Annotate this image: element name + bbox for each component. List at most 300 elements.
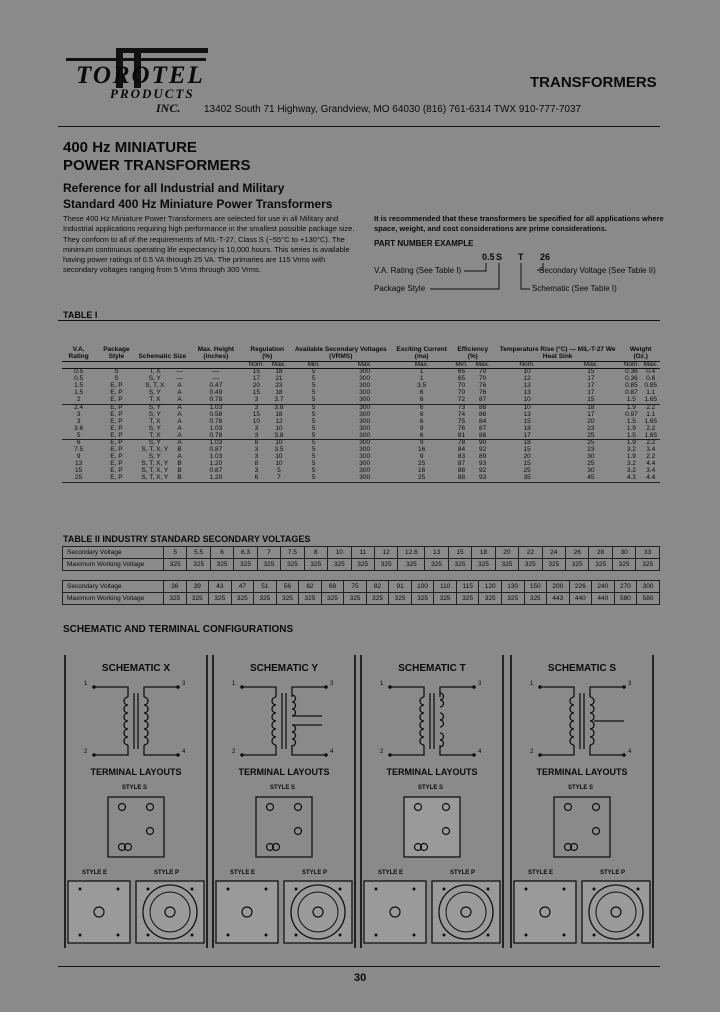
table-cell: 12 (523, 375, 531, 383)
table-cell: 70 (479, 375, 487, 383)
table-cell: 3 (76, 417, 81, 425)
table-cell: 0.97 (625, 410, 638, 418)
table2-cell: 325 (366, 593, 389, 605)
table-cell: — (176, 375, 183, 383)
subheader-cell: Max. (641, 361, 660, 369)
table-row (62, 475, 660, 482)
table2-cell: 325 (425, 559, 448, 571)
subheader-cell: Nom. (621, 361, 641, 369)
subtitle-line-1: Reference for all Industrial and Military (63, 181, 285, 195)
pin-number: 4 (478, 749, 482, 755)
table-cell: 0.5 (74, 368, 84, 376)
table2-cell: 12.6 (398, 547, 425, 559)
table-cell: 0.5 (74, 375, 84, 383)
pin-number: 3 (628, 681, 632, 687)
style-s-label: STYLE S (270, 785, 296, 791)
table-cell: 84 (457, 446, 466, 454)
table-cell: 18 (523, 424, 531, 432)
table-cell: S, T, X, Y (138, 475, 173, 482)
subheader-cell: Max. (471, 361, 493, 369)
table2-cell: 325 (164, 559, 187, 571)
style-p-label: STYLE P (600, 870, 626, 876)
table-cell: E, P (110, 403, 123, 411)
table2-cell: 443 (547, 593, 570, 605)
table-cell: S, T, X, Y (141, 467, 169, 475)
table2-cell: 5 (164, 547, 187, 559)
table2-continued (62, 580, 660, 605)
table-cell: 76 (479, 389, 487, 397)
table-cell: 1.9 (626, 424, 636, 432)
table-cell: 5 (311, 460, 316, 468)
table-cell: 0.78 (209, 417, 223, 425)
terminal-layouts-label: TERMINAL LAYOUTS (90, 767, 182, 777)
table2-cell: 7.5 (281, 547, 304, 559)
table-cell: 25 (392, 475, 452, 482)
table-cell: S, Y (148, 453, 161, 461)
table-cell: 300 (359, 453, 371, 461)
table2-cell: 15 (448, 547, 471, 559)
table2-row (63, 593, 660, 605)
table-cell: 1.65 (641, 397, 660, 404)
table-cell: 8 (254, 439, 259, 447)
col-schematic: Schematic (138, 323, 173, 361)
table-cell: 25 (587, 439, 595, 447)
pin-number: 3 (182, 681, 186, 687)
table2-cell: 24 (542, 547, 565, 559)
table-cell: 6 (245, 475, 269, 482)
table-cell: 1.5 (621, 433, 641, 440)
section-title: TRANSFORMERS (530, 74, 657, 91)
table-cell: E, P (95, 475, 137, 482)
table-cell: A (177, 453, 182, 461)
col-va: V.A. Rating (62, 323, 95, 361)
table2-cell: 325 (524, 593, 547, 605)
table-cell: 300 (359, 410, 371, 418)
table-cell: 25 (62, 475, 95, 482)
schematic-name: SCHEMATIC X (101, 663, 171, 674)
table2-cell: 75 (344, 581, 367, 593)
table2-cell: 20 (495, 547, 518, 559)
table2-row (63, 581, 660, 593)
table2-cell: 26 (566, 547, 589, 559)
style-e-label: STYLE E (528, 870, 554, 876)
part-number-label: PART NUMBER EXAMPLE (374, 239, 474, 248)
table2-cell: 30 (612, 547, 635, 559)
table2-cell: 43 (209, 581, 232, 593)
pn-code-va: 0.5 (482, 252, 495, 262)
table2-cell: 115 (456, 581, 479, 593)
pn-schematic-label: Schematic (See Table I) (532, 284, 617, 293)
table-cell: 0.87 (625, 389, 638, 397)
terminal-layouts-label: TERMINAL LAYOUTS (386, 767, 478, 777)
table-cell: 1.20 (209, 460, 223, 468)
table-cell: 1 (419, 368, 424, 376)
table-cell: 16 (418, 467, 426, 475)
table-cell: 1 (419, 375, 424, 383)
table-cell: 6 (419, 417, 424, 425)
table-cell: 30 (587, 467, 595, 475)
table-cell: 18 (275, 410, 283, 418)
table-cell: 23 (275, 382, 283, 390)
pn-code-schematic: T (518, 252, 524, 262)
table-cell: B (177, 467, 182, 475)
table-cell: 17 (587, 375, 595, 383)
table-cell: 300 (338, 475, 392, 482)
table-cell: 20 (523, 453, 531, 461)
table-cell: 3 (254, 467, 259, 475)
table2-cell: 11 (351, 547, 374, 559)
table-cell: 78 (457, 439, 466, 447)
table-cell: 93 (471, 475, 493, 482)
table2-cell: 12 (374, 547, 397, 559)
table-cell: 6 (392, 433, 452, 440)
table-cell: 73 (457, 403, 466, 411)
table-cell: A (177, 424, 182, 432)
table-cell: 88 (471, 433, 493, 440)
table2-cell: 325 (328, 559, 351, 571)
table2-cell: 8 (304, 547, 327, 559)
table-cell: 20 (587, 417, 595, 425)
table2-cell: 28 (589, 547, 612, 559)
subheader-cell: Max. (392, 361, 452, 369)
table2-cell: 580 (614, 593, 637, 605)
table-cell: 0.36 (625, 375, 638, 383)
table2-cell: 240 (592, 581, 615, 593)
table-cell: 45 (560, 475, 621, 482)
transformer-symbol (362, 675, 502, 775)
table2-row (63, 559, 660, 571)
table-cell: 300 (359, 439, 371, 447)
table-cell: 15 (523, 460, 531, 468)
table-cell: B (177, 460, 182, 468)
table2-cell: 325 (456, 593, 479, 605)
table-cell: 0.49 (209, 389, 223, 397)
pin-number: 2 (380, 749, 384, 755)
table2-cell: 6 (210, 547, 233, 559)
table-cell: S, T, X, Y (141, 460, 169, 468)
transformer-symbol (512, 675, 652, 775)
subheader-cell: Nom. (494, 361, 560, 369)
table1-rule (58, 320, 660, 321)
table-cell: 10 (275, 424, 283, 432)
table-cell: 87 (479, 424, 487, 432)
table2-cell: 36 (164, 581, 187, 593)
subheader-cell: Nom. (245, 361, 269, 369)
table-cell: 1.5 (74, 382, 84, 390)
table2-cell: 325 (566, 559, 589, 571)
table-cell: 5 (311, 439, 316, 447)
table-cell: E, P (110, 446, 123, 454)
table-cell: 5 (311, 368, 316, 376)
table-cell: 15 (523, 446, 531, 454)
table-cell: S, T, X, Y (141, 446, 169, 454)
table-cell: 9 (419, 453, 424, 461)
style-e-label: STYLE E (230, 870, 256, 876)
table-cell: 0.87 (209, 446, 223, 454)
subtitle-line-2: Standard 400 Hz Miniature Power Transformers (63, 197, 333, 211)
table-cell: 300 (359, 382, 371, 390)
pn-code-voltage: 26 (540, 252, 551, 262)
table-cell: 4.3 (621, 475, 641, 482)
table-cell: 1.03 (209, 403, 223, 411)
table-cell: 5 (311, 403, 316, 411)
pin-number: 1 (530, 681, 534, 687)
terminal-layouts-label: TERMINAL LAYOUTS (536, 767, 628, 777)
table-cell: B (172, 475, 187, 482)
table-cell: E, P (110, 417, 123, 425)
table-cell: 1.1 (646, 389, 656, 397)
table-cell: 17 (252, 375, 260, 383)
table-cell: E, P (95, 433, 137, 440)
subheader-cell: Min. (452, 361, 472, 369)
table2-cell: 325 (472, 559, 495, 571)
table2-cell: 325 (501, 593, 524, 605)
pin-number: 2 (84, 749, 88, 755)
table-cell: 25 (560, 433, 621, 440)
table-cell: 5 (311, 410, 316, 418)
table2-cell: 130 (501, 581, 524, 593)
table-cell: 9 (419, 424, 424, 432)
table-cell: 13 (523, 382, 531, 390)
table1-title: TABLE I (63, 310, 98, 320)
table2-cell: 226 (569, 581, 592, 593)
table-cell: 300 (338, 397, 392, 404)
table-cell: 3.2 (626, 460, 636, 468)
table-cell: 3.4 (646, 446, 656, 454)
pin-number: 3 (478, 681, 482, 687)
table-cell: 20 (252, 382, 260, 390)
table-cell: 15 (523, 417, 531, 425)
table2-cell: 325 (344, 593, 367, 605)
table-cell: 3 (76, 410, 81, 418)
table-cell: 0.87 (209, 467, 223, 475)
table-cell: 5 (311, 424, 316, 432)
pn-code-style: S (496, 252, 503, 262)
transformer-symbol (214, 675, 354, 775)
table-cell: E, P (110, 410, 123, 418)
pin-number: 1 (380, 681, 384, 687)
row-label: Maximum Working Voltage (63, 559, 164, 571)
table-cell: 0.36 (625, 368, 638, 376)
table-cell: 18 (275, 389, 283, 397)
table2-cell: 325 (434, 593, 457, 605)
table-cell: 300 (359, 368, 371, 376)
table2-cell: 39 (186, 581, 209, 593)
table-cell: 17 (587, 410, 595, 418)
table-cell: 92 (479, 446, 487, 454)
table-cell: 7 (268, 475, 290, 482)
table-cell: 5 (311, 375, 316, 383)
table-cell: E, P (110, 424, 123, 432)
table2-cell: 325 (398, 559, 425, 571)
col-package: Package Style (95, 323, 137, 361)
subheader-cell: Min. (290, 361, 338, 369)
table2-cell: 200 (547, 581, 570, 593)
schematic-panel (510, 655, 654, 948)
style-p-label: STYLE P (450, 870, 476, 876)
table-cell: 25 (418, 460, 426, 468)
table-cell: 10 (494, 397, 560, 404)
table-cell: 3.5 (417, 382, 427, 390)
pin-number: 2 (530, 749, 534, 755)
pin-number: 4 (330, 749, 334, 755)
table-cell: 5 (311, 382, 316, 390)
table2-cell: 18 (472, 547, 495, 559)
table-cell: 1.5 (74, 389, 84, 397)
table-cell: 3.6 (74, 424, 84, 432)
table-cell: E, P (110, 389, 123, 397)
table-cell: 300 (359, 424, 371, 432)
col-size: Size (172, 323, 187, 361)
table-cell: T, X (138, 397, 173, 404)
table2-cell: 325 (374, 559, 397, 571)
table-cell: 6 (76, 439, 81, 447)
table2-cell: 22 (519, 547, 542, 559)
table-cell: E, P (110, 460, 123, 468)
table-cell: 300 (359, 467, 371, 475)
table-cell: 5 (290, 397, 338, 404)
table-cell: 35 (494, 475, 560, 482)
table-cell: 18 (275, 368, 283, 376)
table-cell: S (114, 368, 119, 376)
table2-cell: 325 (389, 593, 412, 605)
table-cell: 70 (457, 389, 466, 397)
table2-cell: 325 (299, 593, 322, 605)
table-cell: S, Y (148, 389, 161, 397)
table2-cell: 68 (321, 581, 344, 593)
schematic-name: SCHEMATIC Y (250, 663, 318, 674)
table-cell: A (177, 403, 182, 411)
table-cell: 81 (452, 433, 472, 440)
table2-cell: 440 (569, 593, 592, 605)
subheader-cell: Max. (268, 361, 290, 369)
table-cell: 90 (479, 439, 487, 447)
table-cell: 10 (275, 453, 283, 461)
table-cell: 1.20 (187, 475, 245, 482)
table2-cell: 325 (495, 559, 518, 571)
table-cell: 1.9 (626, 453, 636, 461)
pin-number: 4 (628, 749, 632, 755)
table-cell: 65 (457, 368, 466, 376)
table2-cell: 62 (299, 581, 322, 593)
row-label: Secondary Voltage (63, 547, 164, 559)
table-cell: 74 (457, 410, 466, 418)
table-cell: 2.2 (646, 439, 656, 447)
table2-cell: 440 (592, 593, 615, 605)
table-cell: 1.65 (644, 417, 658, 425)
table-cell: 300 (359, 446, 371, 454)
subheader-cell: Max. (560, 361, 621, 369)
table-cell: 1.03 (209, 424, 223, 432)
table-cell: 1.9 (626, 403, 636, 411)
table2-cell: 300 (637, 581, 660, 593)
table2-cell: 325 (257, 559, 280, 571)
table2-cell: 325 (186, 593, 209, 605)
table-cell: — (212, 368, 220, 376)
table2-cell: 325 (304, 559, 327, 571)
table2-cell: 100 (411, 581, 434, 593)
table2-cell: 325 (519, 559, 542, 571)
table-cell: 0.6 (646, 375, 656, 383)
table2-cell: 325 (542, 559, 565, 571)
table-cell: 5 (311, 467, 316, 475)
table-cell: 1.65 (641, 433, 660, 440)
schematic-panel (360, 655, 504, 948)
table-cell: 1.5 (621, 397, 641, 404)
style-s-label: STYLE S (122, 785, 148, 791)
table2-cell: 325 (231, 593, 254, 605)
table-cell: 3.8 (268, 433, 290, 440)
table2-cell: 47 (231, 581, 254, 593)
table-cell: 2 (62, 397, 95, 404)
table-cell: 10 (252, 417, 260, 425)
table-cell: 65 (457, 375, 466, 383)
table2-cell: 10 (328, 547, 351, 559)
table-cell: 2.2 (646, 424, 656, 432)
style-s-label: STYLE S (568, 785, 594, 791)
schematic-name: SCHEMATIC T (398, 663, 466, 674)
table-cell: 23 (587, 424, 595, 432)
table-cell: 18 (587, 403, 595, 411)
table-cell: S, T, X (145, 382, 165, 390)
table2-cell: 13 (425, 547, 448, 559)
table-cell: — (176, 368, 183, 376)
table2-cell: 325 (234, 559, 257, 571)
row-label: Maximum Working Voltage (63, 593, 164, 605)
table-cell: 21 (275, 375, 283, 383)
subheader-cell: Max. (338, 361, 392, 369)
table-cell: 15 (75, 467, 83, 475)
pin-number: 1 (232, 681, 236, 687)
table-cell: E, P (95, 397, 137, 404)
table-cell: 17 (587, 382, 595, 390)
table-cell: 300 (359, 375, 371, 383)
table-cell: 18 (523, 439, 531, 447)
table-cell: A (172, 397, 187, 404)
table-cell: 89 (479, 453, 487, 461)
table-cell: 3.4 (646, 467, 656, 475)
table-cell: 87 (471, 397, 493, 404)
schematic-panel (212, 655, 356, 948)
table-cell: 6 (419, 410, 424, 418)
table-cell: S (114, 375, 119, 383)
title-line-2: POWER TRANSFORMERS (63, 157, 251, 174)
table-cell: 5 (311, 417, 316, 425)
table-cell: 3.2 (626, 467, 636, 475)
table-cell: 84 (479, 417, 487, 425)
table-cell: 3 (254, 403, 259, 411)
table-cell: 15 (252, 410, 260, 418)
logo-text: TOROTEL (76, 62, 205, 89)
table-cell: S, Y (148, 439, 161, 447)
table-cell: T, X (138, 433, 173, 440)
table-cell: 76 (479, 382, 487, 390)
col-regulation: Regulation (%) (245, 323, 290, 361)
table-cell: S, Y (148, 410, 161, 418)
table-cell: 300 (359, 460, 371, 468)
table-cell: 30 (587, 453, 595, 461)
row-label: Secondary Voltage (63, 581, 164, 593)
pin-number: 1 (84, 681, 88, 687)
table2-cell: 120 (479, 581, 502, 593)
table2-cell: 325 (164, 593, 187, 605)
table-cell: 4.4 (641, 475, 660, 482)
table2-cell: 325 (209, 593, 232, 605)
table-cell: 88 (452, 475, 472, 482)
table-cell: 25 (523, 467, 531, 475)
table1-body (62, 361, 660, 482)
table-cell: 7.5 (74, 446, 84, 454)
